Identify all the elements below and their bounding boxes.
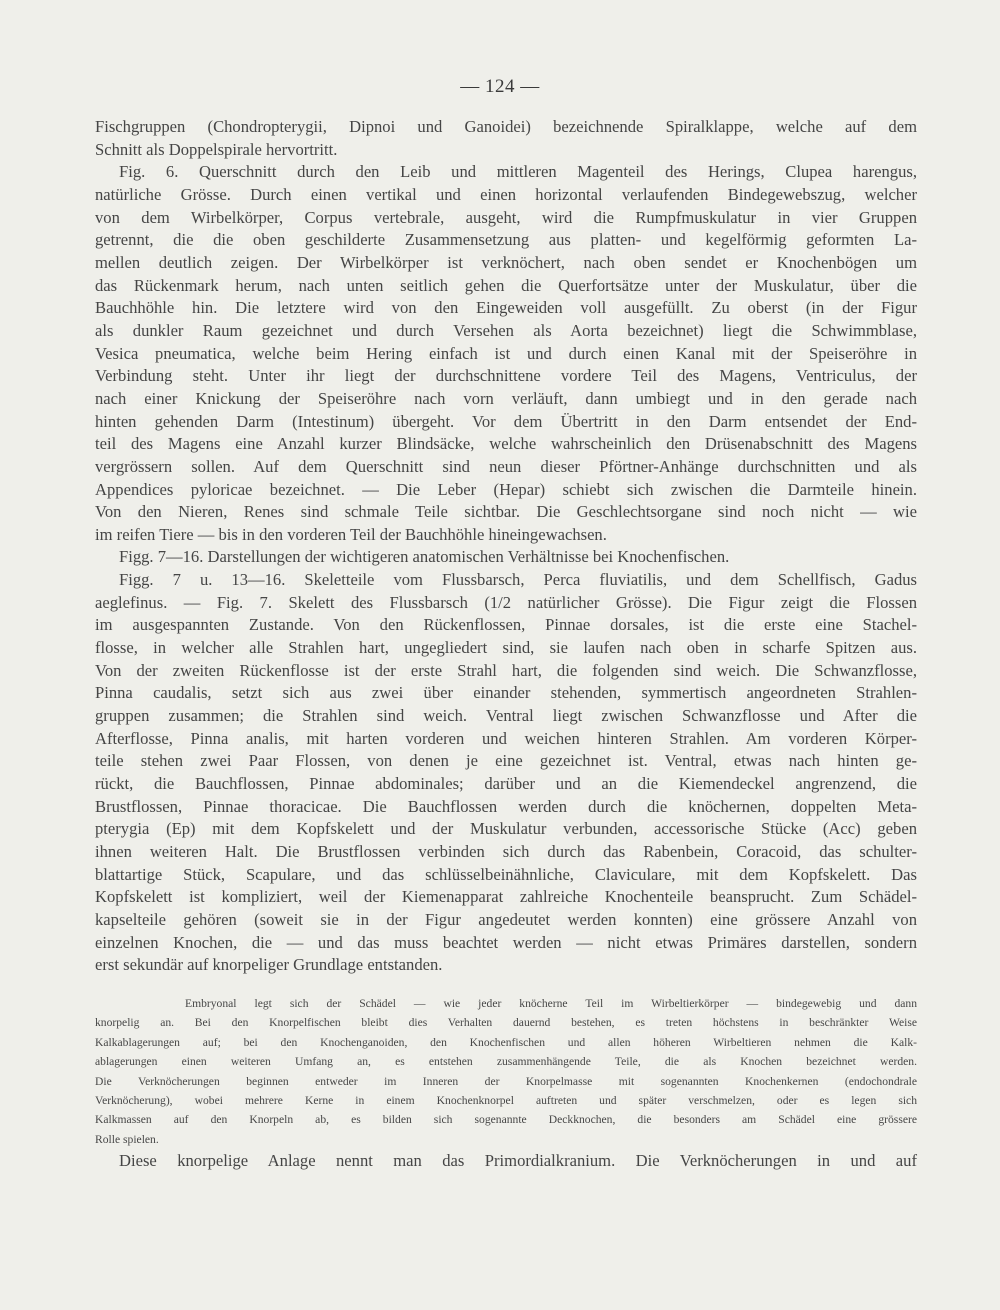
text-line: gruppen zusammen; die Strahlen sind weich. Ventral liegt zwischen Schwanzflosse und After die	[95, 706, 917, 726]
text-line: Figg. 7 u. 13—16. Skeletteile vom Flussbarsch, Perca fluviatilis, und dem Schellfisch, Gadus	[119, 570, 917, 590]
text-line: Afterflosse, Pinna analis, mit harten vorderen und weichen hinteren Strahlen. Am vorderen Körper-	[95, 728, 917, 748]
text-line: hinten gehenden Darm (Intestinum) übergeht. Vor dem Übertritt in den Darm entsendet der End-	[95, 411, 917, 431]
text-line: nach einer Knickung der Speiseröhre nach vorn verläuft, dann umbiegt und in den gerade nach	[95, 388, 917, 408]
text-line: von dem Wirbelkörper, Corpus vertebrale, ausgeht, wird die Rumpfmuskulatur in vier Gruppen	[95, 207, 917, 227]
text-line: getrennt, die die oben geschilderte Zusammensetzung aus platten- und kegelförmig geformten La-	[95, 230, 917, 250]
text-line: flosse, in welcher alle Strahlen hart, ungegliedert sind, sie laufen nach oben in scharfe Spitzen aus.	[95, 638, 917, 658]
text-line: Diese knorpelige Anlage nennt man das Primordialkranium. Die Verknöcherungen in und auf	[119, 1151, 917, 1170]
text-line: einzelnen Knochen, die — und das muss beachtet werden — nicht etwas Primäres darstellen, sondern	[95, 932, 917, 952]
text-line: mellen deutlich zeigen. Der Wirbelkörper ist verknöchert, nach oben sendet er Knochenbögen um	[95, 252, 917, 272]
note-line: Verknöcherung), wobei mehrere Kerne in einem Knochenknorpel auftreten und später verschmelzen, oder es legen sich	[95, 1094, 917, 1108]
text-line: Pinna caudalis, setzt sich aus zwei über einander stehenden, symmertisch angeordneten Strahlen-	[95, 683, 917, 703]
main-text-block	[95, 116, 917, 977]
text-line: Schnitt als Doppelspirale hervortritt.	[95, 139, 338, 159]
text-line: teile stehen zwei Paar Flossen, von denen je eine gezeichnet ist. Ventral, etwas nach hinten ge-	[95, 751, 917, 771]
closing-text	[95, 1150, 917, 1173]
text-line: Bauchhöhle hin. Die letztere wird von den Eingeweiden voll ausgefüllt. Zu oberst (in der Figur	[95, 298, 917, 318]
text-line: Appendices pyloricae bezeichnet. — Die Leber (Hepar) schiebt sich zwischen die Darmteile hinein.	[95, 479, 917, 499]
text-line: kapselteile gehören (soweit sie in der Figur angedeutet werden konnten) eine grössere Anzahl von	[95, 909, 917, 929]
text-line: Fig. 6. Querschnitt durch den Leib und mittleren Magenteil des Herings, Clupea harengus,	[119, 162, 917, 182]
note-line: Rolle spielen.	[95, 1132, 159, 1146]
text-line: als dunkler Raum gezeichnet und durch Versehen als Aorta bezeichnet) liegt die Schwimmblase,	[95, 320, 917, 340]
text-line: blattartige Stück, Scapulare, und das schlüsselbeinähnliche, Claviculare, mit dem Kopfskelett. Das	[95, 864, 917, 884]
note-line: ablagerungen einen weiteren Umfang an, es entstehen zusammenhängende Teile, die als Knochen bezeichnet werden.	[95, 1055, 917, 1069]
text-line: rückt, die Bauchflossen, Pinnae abdominales; darüber und an die Kiemendeckel angrenzend, die	[95, 774, 917, 794]
text-line: Verbindung steht. Unter ihr liegt der durchschnittene vordere Teil des Magens, Ventriculus, der	[95, 366, 917, 386]
small-print-note	[95, 994, 917, 1149]
text-line: im ausgespannten Zustande. Von den Rückenflossen, Pinnae dorsales, ist die erste eine Stachel-	[95, 615, 917, 635]
note-line: Embryonal legt sich der Schädel — wie jeder knöcherne Teil im Wirbeltierkörper — bindegewebig und dann	[185, 997, 917, 1010]
text-line: vergrössern sollen. Auf dem Querschnitt sind neun dieser Pförtner-Anhänge durchschnitten und als	[95, 456, 917, 476]
text-line: Figg. 7—16. Darstellungen der wichtigeren anatomischen Verhältnisse bei Knochenfischen.	[119, 547, 730, 567]
note-line: Kalkmassen auf den Knorpeln ab, es bilden sich sogenannte Deckknochen, die besonders am Schädel eine grössere	[95, 1113, 917, 1127]
text-line: Brustflossen, Pinnae thoracicae. Die Bauchflossen werden durch die knöchernen, doppelten Meta-	[95, 796, 917, 816]
text-line: ihnen weiteren Halt. Die Brustflossen verbinden sich durch das Rabenbein, Coracoid, das schulter-	[95, 842, 917, 861]
note-line: knorpelig an. Bei den Knorpelfischen bleibt dies Verhalten dauernd bestehen, es treten höchstens in beschränkter Weise	[95, 1016, 917, 1030]
text-line: Vesica pneumatica, welche beim Hering einfach ist und durch einen Kanal mit der Speiseröhre in	[95, 343, 917, 363]
text-line: aeglefinus. — Fig. 7. Skelett des Flussbarsch (1/2 natürlicher Grösse). Die Figur zeigt die Flossen	[95, 592, 917, 612]
text-line: das Rückenmark herum, nach unten seitlich gehen die Querfortsätze unter der Muskulatur, über die	[95, 275, 917, 295]
text-line: Kopfskelett ist kompliziert, weil der Kiemenapparat zahlreiche Knochenteile beansprucht. Zum Schädel-	[95, 887, 917, 907]
text-line: pterygia (Ep) mit dem Kopfskelett und der Muskulatur verbunden, accessorische Stücke (Acc) geben	[95, 819, 917, 839]
text-line: natürliche Grösse. Durch einen vertikal und einen horizontal verlaufenden Bindegewebszug, welcher	[95, 184, 917, 204]
page-number: — 124 —	[460, 76, 540, 97]
text-line: Fischgruppen (Chondropterygii, Dipnoi und Ganoidei) bezeichnende Spiralklappe, welche auf dem	[95, 117, 917, 136]
text-line: erst sekundär auf knorpeliger Grundlage entstanden.	[95, 955, 443, 975]
text-line: Von der zweiten Rückenflosse ist der erste Strahl hart, die folgenden sind weich. Die Schwanzflosse,	[95, 660, 917, 680]
text-line: im reifen Tiere — bis in den vorderen Teil der Bauchhöhle hineingewachsen.	[95, 524, 607, 544]
note-line: Kalkablagerungen auf; bei den Knochenganoiden, den Knochenfischen und allen höheren Wirbeltieren nehmen die Kalk-	[95, 1035, 917, 1049]
text-line: Von den Nieren, Renes sind schmale Teile sichtbar. Die Geschlechtsorgane sind noch nicht — wie	[95, 502, 917, 522]
note-line: Die Verknöcherungen beginnen entweder im Inneren der Knorpelmasse mit sogenannten Knochenkernen (endochondrale	[95, 1074, 917, 1088]
text-line: teil des Magens eine Anzahl kurzer Blindsäcke, welche wahrscheinlich den Drüsenabschnitt des Magens	[95, 434, 917, 454]
